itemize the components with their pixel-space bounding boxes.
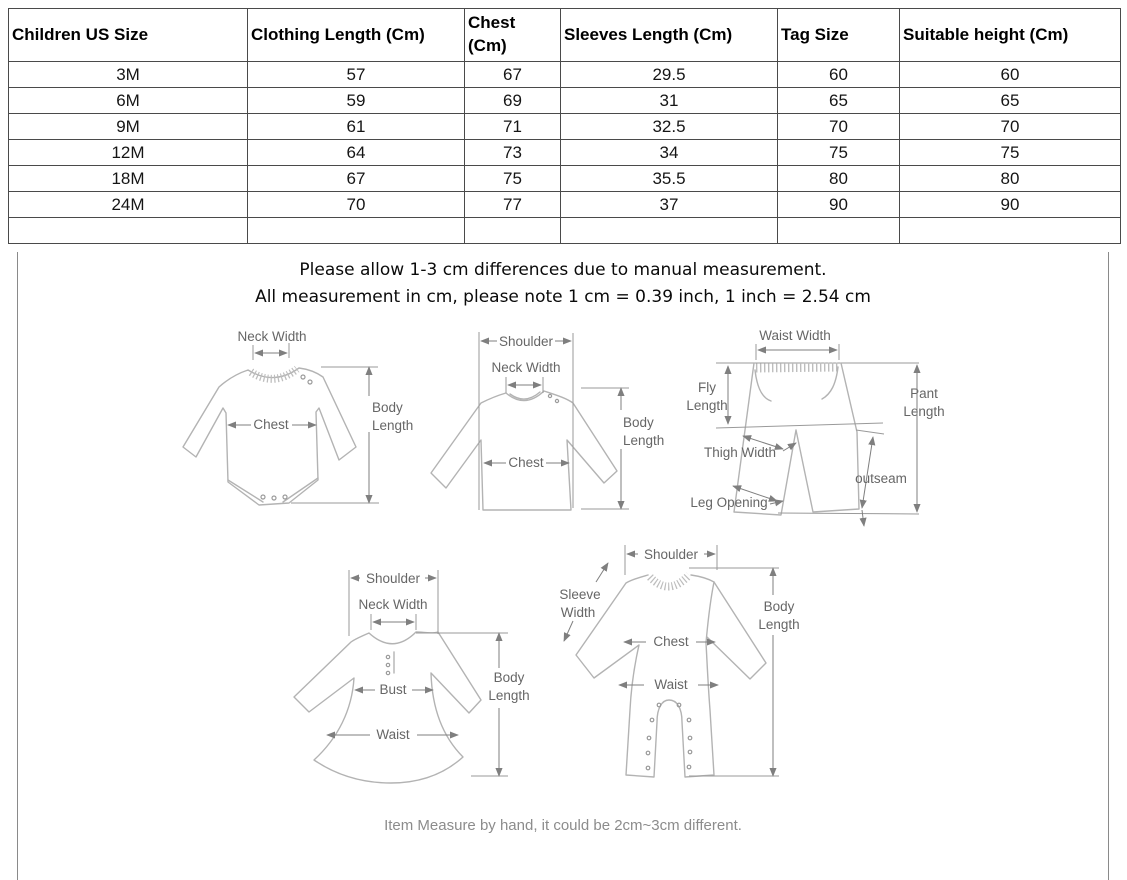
label-shoulder: Shoulder bbox=[365, 571, 421, 586]
size-cell: 31 bbox=[561, 88, 778, 114]
label-fly-length: Length bbox=[686, 398, 728, 413]
col-header-suitable-height: Suitable height (Cm) bbox=[900, 9, 1121, 62]
measurement-notes bbox=[18, 252, 1108, 311]
label-neck-width: Neck Width bbox=[237, 329, 307, 344]
pants-outseam-dimension bbox=[855, 430, 907, 526]
size-cell: 59 bbox=[248, 88, 465, 114]
size-cell: 80 bbox=[900, 166, 1121, 192]
size-cell: 77 bbox=[465, 192, 561, 218]
size-cell: 61 bbox=[248, 114, 465, 140]
label-sleeve-width: Width bbox=[560, 605, 596, 620]
size-cell: 70 bbox=[248, 192, 465, 218]
label-shoulder: Shoulder bbox=[643, 547, 699, 562]
sweater-outline bbox=[431, 391, 617, 510]
table-row bbox=[9, 114, 1121, 140]
sweater-shoulder-dimension bbox=[479, 332, 573, 510]
sweater-diagram bbox=[421, 325, 671, 525]
size-cell: 24M bbox=[9, 192, 248, 218]
size-cell: 29.5 bbox=[561, 62, 778, 88]
size-cell: 12M bbox=[9, 140, 248, 166]
size-cell: 80 bbox=[778, 166, 900, 192]
label-sleeve-width: Sleeve bbox=[559, 587, 601, 602]
size-cell: 90 bbox=[778, 192, 900, 218]
size-cell: 9M bbox=[9, 114, 248, 140]
size-cell bbox=[778, 218, 900, 244]
size-cell: 65 bbox=[900, 88, 1121, 114]
size-cell: 3M bbox=[9, 62, 248, 88]
size-cell: 6M bbox=[9, 88, 248, 114]
size-cell: 90 bbox=[900, 192, 1121, 218]
size-cell: 73 bbox=[465, 140, 561, 166]
label-waist: Waist bbox=[654, 677, 688, 692]
size-cell: 67 bbox=[248, 166, 465, 192]
size-cell bbox=[465, 218, 561, 244]
table-row bbox=[9, 62, 1121, 88]
romper-outline bbox=[576, 575, 766, 777]
bodysuit-outline bbox=[183, 368, 356, 505]
col-header-sleeves-length: Sleeves Length (Cm) bbox=[561, 9, 778, 62]
label-leg-opening: Leg Opening bbox=[690, 495, 768, 510]
sweater-body-length-dimension bbox=[581, 388, 664, 509]
size-cell: 67 bbox=[465, 62, 561, 88]
label-bust: Bust bbox=[379, 682, 407, 697]
romper-sleeve-width-dimension bbox=[559, 563, 608, 641]
table-row bbox=[9, 88, 1121, 114]
col-header-us-size: Children US Size bbox=[9, 9, 248, 62]
label-chest: Chest bbox=[653, 634, 689, 649]
label-body-length: Body bbox=[623, 415, 654, 430]
label-chest: Chest bbox=[508, 455, 544, 470]
table-row bbox=[9, 218, 1121, 244]
label-fly-length: Fly bbox=[698, 380, 716, 395]
label-waist-width: Waist Width bbox=[759, 328, 831, 343]
sweater-chest-dimension bbox=[484, 455, 569, 470]
label-body-length: Length bbox=[372, 418, 414, 433]
dress-waist-dimension bbox=[327, 727, 458, 742]
label-body-length: Body bbox=[372, 400, 403, 415]
pants-thigh-width-dimension bbox=[704, 436, 796, 460]
romper-waist-dimension bbox=[619, 677, 718, 692]
romper-body-length-dimension bbox=[689, 568, 800, 776]
size-table-header bbox=[9, 9, 1121, 62]
pants-pant-length-dimension bbox=[903, 365, 944, 512]
table-row bbox=[9, 192, 1121, 218]
size-cell bbox=[248, 218, 465, 244]
bodysuit-neck-dimension bbox=[237, 329, 306, 360]
size-cell bbox=[561, 218, 778, 244]
col-header-chest: Chest (Cm) bbox=[465, 9, 561, 62]
size-cell: 34 bbox=[561, 140, 778, 166]
label-neck-width: Neck Width bbox=[491, 360, 561, 375]
size-cell: 75 bbox=[778, 140, 900, 166]
size-cell: 70 bbox=[778, 114, 900, 140]
size-cell: 35.5 bbox=[561, 166, 778, 192]
size-cell: 69 bbox=[465, 88, 561, 114]
label-body-length: Length bbox=[488, 688, 530, 703]
label-waist: Waist bbox=[376, 727, 410, 742]
label-shoulder: Shoulder bbox=[498, 334, 554, 349]
table-row bbox=[9, 140, 1121, 166]
bodysuit-diagram bbox=[171, 320, 431, 530]
dress-outline bbox=[294, 632, 481, 783]
col-header-clothing-length: Clothing Length (Cm) bbox=[248, 9, 465, 62]
size-table-body bbox=[9, 62, 1121, 244]
bodysuit-chest-dimension bbox=[228, 417, 316, 432]
label-outseam: outseam bbox=[855, 471, 907, 486]
size-cell: 18M bbox=[9, 166, 248, 192]
size-cell: 60 bbox=[900, 62, 1121, 88]
size-cell bbox=[9, 218, 248, 244]
label-body-length: Body bbox=[493, 670, 525, 685]
size-cell: 71 bbox=[465, 114, 561, 140]
romper-diagram bbox=[546, 535, 814, 793]
dress-body-length-dimension bbox=[416, 633, 530, 776]
dress-neck-dimension bbox=[358, 597, 427, 630]
label-body-length: Body bbox=[763, 599, 795, 614]
dress-diagram bbox=[281, 560, 541, 800]
sweater-neck-dimension bbox=[491, 360, 560, 393]
label-pant-length: Length bbox=[903, 404, 945, 419]
size-cell: 75 bbox=[465, 166, 561, 192]
size-cell bbox=[900, 218, 1121, 244]
size-cell: 37 bbox=[561, 192, 778, 218]
note-line-2: All measurement in cm, please note 1 cm = 0.39 inch, 1 inch = 2.54 cm bbox=[255, 287, 871, 307]
header-row bbox=[9, 9, 1121, 62]
size-cell: 57 bbox=[248, 62, 465, 88]
label-chest: Chest bbox=[253, 417, 289, 432]
romper-shoulder-dimension bbox=[625, 545, 717, 575]
size-cell: 64 bbox=[248, 140, 465, 166]
pants-fly-length-dimension bbox=[686, 366, 728, 424]
size-cell: 65 bbox=[778, 88, 900, 114]
size-cell: 70 bbox=[900, 114, 1121, 140]
size-cell: 75 bbox=[900, 140, 1121, 166]
pants-outline bbox=[716, 363, 919, 515]
label-thigh-width: Thigh Width bbox=[703, 445, 777, 460]
label-pant-length: Pant bbox=[910, 386, 938, 401]
note-line-1: Please allow 1-3 cm differences due to manual measurement. bbox=[299, 260, 827, 280]
label-body-length: Length bbox=[758, 617, 800, 632]
dress-bust-dimension bbox=[355, 682, 433, 697]
size-table bbox=[8, 8, 1121, 244]
label-body-length: Length bbox=[623, 433, 665, 448]
bodysuit-body-length-dimension bbox=[291, 367, 413, 503]
pants-waist-dimension bbox=[756, 328, 839, 360]
measurement-section bbox=[17, 252, 1109, 880]
size-cell: 60 bbox=[778, 62, 900, 88]
pants-diagram bbox=[671, 320, 951, 540]
size-cell: 32.5 bbox=[561, 114, 778, 140]
col-header-tag-size: Tag Size bbox=[778, 9, 900, 62]
label-neck-width: Neck Width bbox=[358, 597, 428, 612]
measurement-caption: Item Measure by hand, it could be 2cm~3cm different. bbox=[384, 817, 742, 834]
table-row bbox=[9, 166, 1121, 192]
